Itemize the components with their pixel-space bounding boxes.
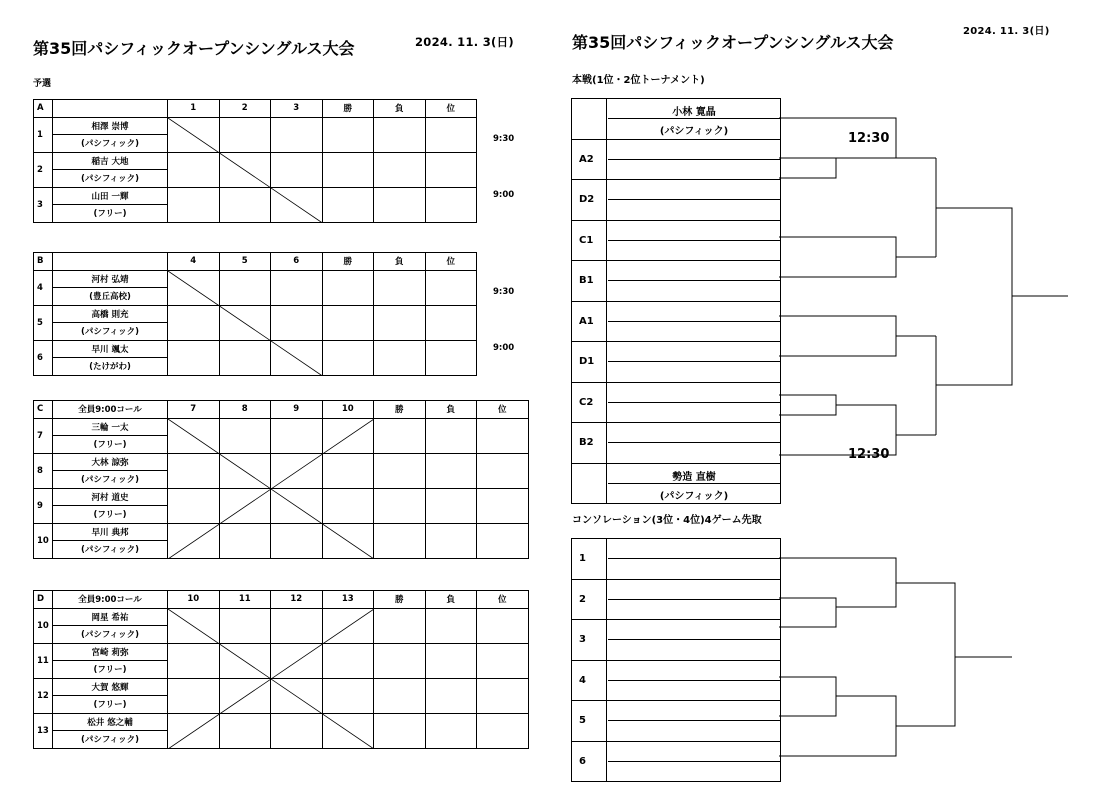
player-name: 稲吉 大地 (53, 152, 168, 170)
top-seed-club: (パシフィック) (659, 126, 729, 137)
group-time: 9:30 (493, 287, 515, 297)
group-col-header: 5 (219, 253, 271, 271)
group-id: A (34, 100, 53, 118)
group-col-header: 4 (168, 253, 220, 271)
bracket-seed-label: 4 (572, 661, 607, 701)
player-number: 2 (34, 152, 53, 187)
player-club: (パシフィック) (53, 170, 168, 188)
player-number: 6 (34, 340, 53, 375)
player-number: 11 (34, 643, 53, 678)
bracket-seed-label: C2 (572, 383, 607, 423)
bracket-seed-label: 2 (572, 580, 607, 620)
player-number: 7 (34, 418, 53, 453)
player-name: 河村 道史 (53, 488, 168, 506)
player-name: 河村 弘靖 (53, 270, 168, 288)
group-col-header: 13 (322, 591, 374, 609)
group-time: 9:00 (493, 190, 515, 200)
bracket-seed-label: A1 (572, 302, 607, 342)
group-col-header: 位 (425, 100, 477, 118)
player-number: 4 (34, 270, 53, 305)
player-club: (フリー) (53, 436, 168, 454)
group-col-header: 11 (219, 591, 271, 609)
group-time: 9:30 (493, 134, 515, 144)
bracket-seed-label: D1 (572, 342, 607, 382)
left-title: 第35回パシフィックオープンシングルス大会 (33, 39, 355, 58)
player-club: (フリー) (53, 205, 168, 223)
group-col-header: 勝 (374, 401, 426, 419)
main-draw-heading: 本戦(1位・2位トーナメント) (572, 75, 705, 86)
group-col-header: 勝 (322, 253, 374, 271)
main-time-top: 12:30 (848, 131, 890, 146)
bracket-seed-label: D2 (572, 180, 607, 220)
group-col-header: 位 (477, 401, 529, 419)
player-name: 三輪 一太 (53, 418, 168, 436)
group-col-header: 負 (425, 591, 477, 609)
player-club: (パシフィック) (53, 135, 168, 153)
group-col-header: 9 (271, 401, 323, 419)
player-name: 岡星 希祐 (53, 608, 168, 626)
group-col-header: 負 (374, 253, 426, 271)
player-number: 13 (34, 713, 53, 748)
player-club: (パシフィック) (53, 541, 168, 559)
player-number: 1 (34, 117, 53, 152)
top-seed-name: 小林 寛晶 (672, 107, 716, 118)
group-id: D (34, 591, 53, 609)
player-number: 8 (34, 453, 53, 488)
bracket-seed-label: 6 (572, 742, 607, 782)
group-col-header: 3 (271, 100, 323, 118)
player-number: 10 (34, 523, 53, 558)
right-title: 第35回パシフィックオープンシングルス大会 (572, 33, 894, 52)
group-col-header: 負 (425, 401, 477, 419)
group-id: C (34, 401, 53, 419)
player-club: (パシフィック) (53, 323, 168, 341)
left-date: 2024. 11. 3(日) (415, 35, 514, 49)
player-number: 12 (34, 678, 53, 713)
group-note: 全員9:00コール (53, 591, 168, 609)
player-name: 宮崎 莉弥 (53, 643, 168, 661)
group-id: B (34, 253, 53, 271)
group-col-header: 12 (271, 591, 323, 609)
group-time: 9:00 (493, 343, 515, 353)
group-col-header: 勝 (374, 591, 426, 609)
bottom-seed-club: (パシフィック) (659, 490, 729, 502)
bracket-seed-label: C1 (572, 221, 607, 261)
group-col-header: 6 (271, 253, 323, 271)
player-club: (フリー) (53, 696, 168, 714)
player-name: 早川 典邦 (53, 523, 168, 541)
player-club: (フリー) (53, 506, 168, 524)
player-number: 3 (34, 187, 53, 222)
player-club: (たけがわ) (53, 358, 168, 376)
consolation-heading: コンソレーション(3位・4位)4ゲーム先取 (572, 515, 762, 526)
group-col-header: 8 (219, 401, 271, 419)
bracket-seed-label: 1 (572, 539, 607, 579)
group-col-header: 1 (168, 100, 220, 118)
bracket-seed-label: A2 (572, 140, 607, 180)
right-date: 2024. 11. 3(日) (963, 26, 1050, 37)
player-club: (パシフィック) (53, 471, 168, 489)
player-name: 山田 一輝 (53, 187, 168, 205)
main-time-bottom: 12:30 (848, 447, 890, 462)
player-club: (パシフィック) (53, 626, 168, 644)
bracket-seed-label: B2 (572, 423, 607, 463)
player-club: (豊丘高校) (53, 288, 168, 306)
group-col-header: 7 (168, 401, 220, 419)
group-col-header: 勝 (322, 100, 374, 118)
group-note: 全員9:00コール (53, 401, 168, 419)
player-name: 相澤 崇博 (53, 117, 168, 135)
player-name: 高橋 則充 (53, 305, 168, 323)
group-col-header: 位 (425, 253, 477, 271)
bracket-seed-label: 3 (572, 620, 607, 660)
player-number: 5 (34, 305, 53, 340)
player-name: 松井 悠之輔 (53, 713, 168, 731)
bottom-seed-name: 勢造 直樹 (672, 471, 716, 483)
player-name: 早川 颯太 (53, 340, 168, 358)
group-col-header: 10 (322, 401, 374, 419)
left-section-label: 予選 (33, 79, 52, 89)
group-col-header: 10 (168, 591, 220, 609)
player-club: (フリー) (53, 661, 168, 679)
group-col-header: 負 (374, 100, 426, 118)
player-name: 大賀 悠輝 (53, 678, 168, 696)
player-number: 9 (34, 488, 53, 523)
group-col-header: 2 (219, 100, 271, 118)
player-number: 10 (34, 608, 53, 643)
group-col-header: 位 (477, 591, 529, 609)
player-club: (パシフィック) (53, 731, 168, 749)
bracket-seed-label: 5 (572, 701, 607, 741)
bracket-seed-label: B1 (572, 261, 607, 301)
player-name: 大林 諒弥 (53, 453, 168, 471)
